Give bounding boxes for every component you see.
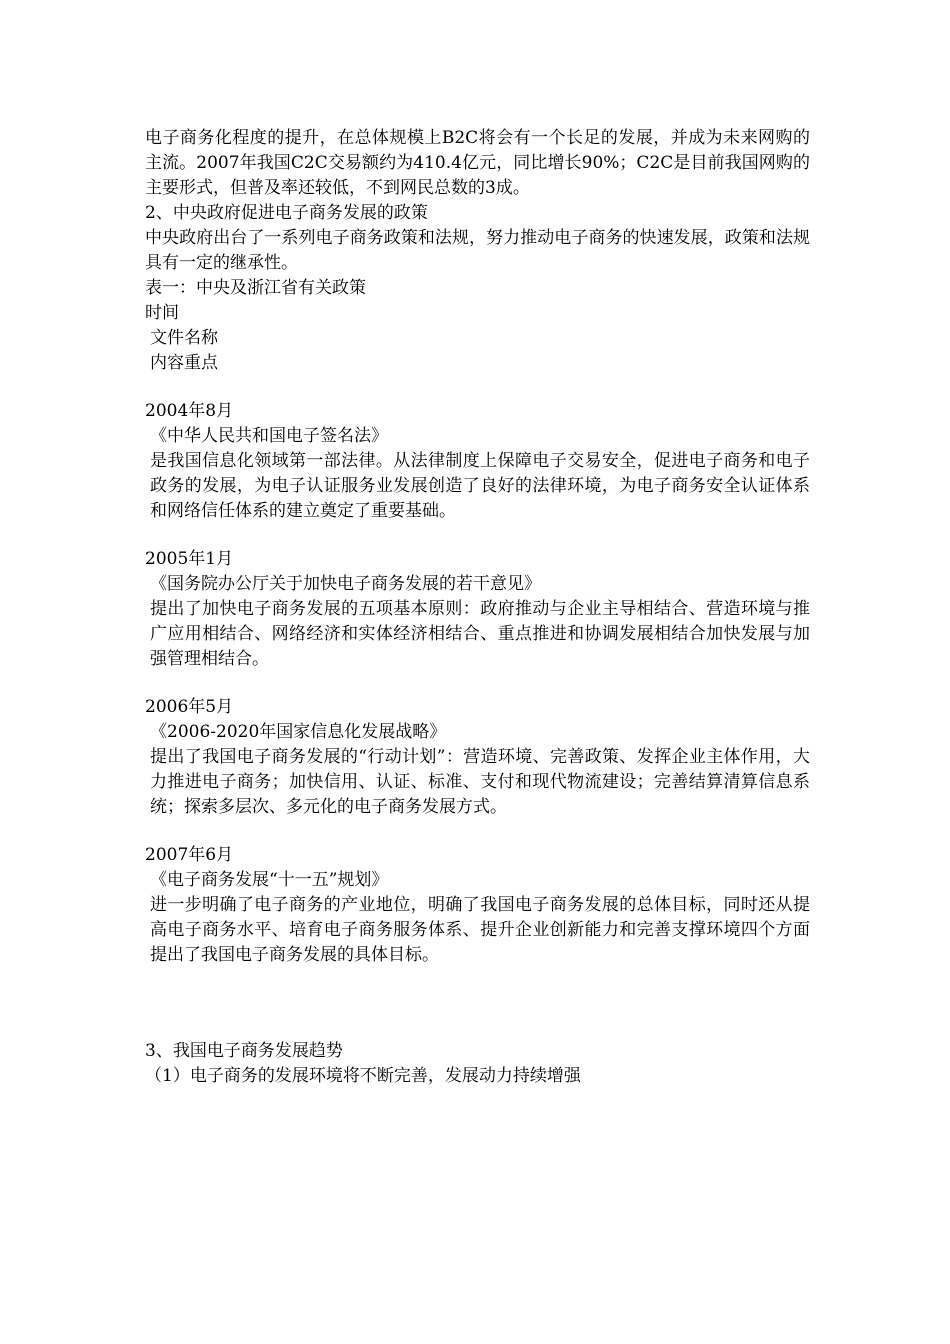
table-row [145, 695, 810, 820]
row-name: 《2006-2020年国家信息化发展战略》 [150, 722, 447, 742]
table-row [145, 399, 810, 524]
section-2-heading: 2、中央政府促进电子商务发展的政策 [145, 203, 428, 223]
row-time: 2004年8月 [145, 401, 234, 421]
header-name: 文件名称 [150, 328, 218, 348]
header-content: 内容重点 [150, 353, 218, 373]
section-3-subheading: （1）电子商务的发展环境将不断完善，发展动力持续增强 [145, 1066, 581, 1086]
section-2-paragraph: 中央政府出台了一系列电子商务政策和法规，努力推动电子商务的快速发展，政策和法规具有一定的继承性。 [145, 228, 810, 273]
row-content: 提出了我国电子商务发展的“行动计划”：营造环境、完善政策、发挥企业主体作用，大力推进电子商务；加快信用、认证、标准、支付和现代物流建设；完善结算清算信息系统；探索多层次、多元化的电子商务发展方式。 [150, 747, 810, 817]
header-time: 时间 [145, 303, 179, 323]
table-header-row [145, 301, 810, 376]
row-content: 是我国信息化领域第一部法律。从法律制度上保障电子交易安全，促进电子商务和电子政务的发展，为电子认证服务业发展创造了良好的法律环境，为电子商务安全认证体系和网络信任体系的建立奠定了重要基础。 [150, 451, 810, 521]
section-3-heading: 3、我国电子商务发展趋势 [145, 1041, 343, 1061]
spacer [145, 991, 810, 1039]
row-time: 2006年5月 [145, 697, 234, 717]
document-page [145, 126, 810, 1089]
table-row [145, 843, 810, 968]
row-name: 《电子商务发展“十一五”规划》 [150, 870, 389, 890]
row-name: 《中华人民共和国电子签名法》 [150, 426, 388, 446]
row-content: 提出了加快电子商务发展的五项基本原则：政府推动与企业主导相结合、营造环境与推广应用相结合、网络经济和实体经济相结合、重点推进和协调发展相结合加快发展与加强管理相结合。 [150, 599, 810, 669]
row-time: 2005年1月 [145, 549, 234, 569]
row-content: 进一步明确了电子商务的产业地位，明确了我国电子商务发展的总体目标，同时还从提高电子商务水平、培育电子商务服务体系、提升企业创新能力和完善支撑环境四个方面提出了我国电子商务发展的具体目标。 [150, 895, 810, 965]
row-name: 《国务院办公厅关于加快电子商务发展的若干意见》 [150, 574, 541, 594]
intro-paragraph: 电子商务化程度的提升，在总体规模上B2C将会有一个长足的发展，并成为未来网购的主流。2007年我国C2C交易额约为410.4亿元，同比增长90%；C2C是目前我国网购的主要形式，但普及率还较低，不到网民总数的3成。 [145, 128, 810, 198]
table-row [145, 547, 810, 672]
table-title: 表一：中央及浙江省有关政策 [145, 278, 366, 298]
row-time: 2007年6月 [145, 845, 234, 865]
